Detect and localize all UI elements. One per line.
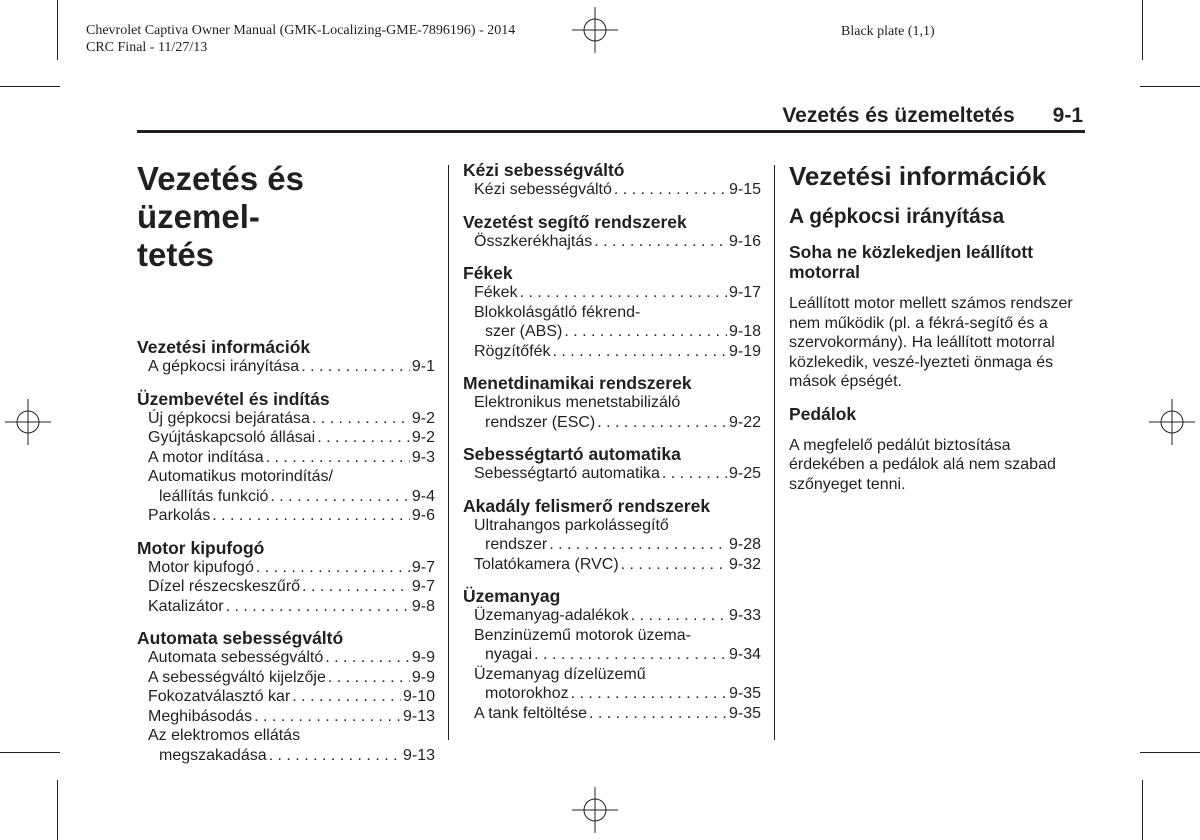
dot-leader	[302, 577, 410, 597]
topic-heading: Pedálok	[789, 403, 857, 424]
dot-leader	[534, 645, 727, 665]
toc-section-heading: Vezetési információk	[137, 337, 311, 357]
toc-entry[interactable]	[463, 684, 761, 704]
toc-entry[interactable]	[137, 668, 435, 688]
toc-section-heading: Üzembevétel és indítás	[137, 388, 330, 409]
toc-entry-page: 9-16	[728, 232, 761, 250]
toc-entry-label: A gépkocsi irányítása	[148, 358, 300, 375]
dot-leader	[270, 487, 409, 507]
toc-entry-page: 9-22	[728, 413, 761, 431]
dot-leader	[256, 558, 410, 578]
toc-entry-label-line: Automatikus motorindítás/	[148, 468, 333, 485]
toc-entry[interactable]	[137, 506, 435, 526]
section-heading: Vezetési információk	[789, 161, 1047, 191]
toc-entry-page: 9-3	[411, 448, 435, 466]
dot-leader	[631, 606, 727, 626]
dot-leader	[292, 687, 401, 707]
toc-column-1	[137, 160, 435, 765]
toc-entry-page: 9-9	[411, 668, 435, 686]
dot-leader	[317, 428, 410, 448]
dot-leader	[301, 357, 410, 377]
toc-entry-label: rendszer	[485, 536, 548, 553]
toc-entry-label: nyagai	[485, 646, 533, 663]
dot-leader	[520, 283, 727, 303]
page-number: 9-1	[1052, 104, 1083, 127]
toc-entry-label: Gyújtáskapcsoló állásai	[148, 429, 316, 446]
dot-leader	[549, 535, 727, 555]
dot-leader	[552, 342, 726, 362]
toc-entry-label: A sebességváltó kijelzője	[148, 668, 326, 686]
body-paragraph: Leállított motor mellett számos rendszer nem működik (pl. a fékrá-segítő és a szervokormány). Ha leállított motorral közlekedik, veszé-lyezteti önmaga és mások épségét.	[789, 295, 1073, 390]
toc-entry-label: megszakadása	[159, 746, 267, 764]
toc-entry-page: 9-25	[728, 465, 761, 482]
toc-list	[463, 160, 761, 723]
registration-mark-icon	[570, 785, 620, 835]
toc-entry-label: A tank feltöltése	[474, 704, 587, 722]
crop-mark	[1140, 752, 1200, 753]
column-divider	[774, 165, 775, 740]
toc-entry-page: 9-6	[411, 507, 435, 524]
toc-entry-label: Üzemanyag-adalékok	[474, 607, 629, 624]
toc-entry-page: 9-8	[411, 597, 435, 615]
toc-entry[interactable]	[463, 413, 761, 433]
toc-entry[interactable]	[463, 342, 761, 362]
subsection-heading: A gépkocsi irányítása	[789, 205, 1005, 228]
dot-leader	[589, 704, 727, 724]
toc-entry[interactable]	[463, 535, 761, 555]
plate-line-2: CRC Final - 11/27/13	[86, 40, 208, 55]
toc-entry-label: Meghibásodás	[148, 707, 253, 725]
toc-entry-page: 9-35	[728, 704, 761, 722]
toc-entry-page: 9-28	[728, 536, 761, 553]
plate-info	[86, 22, 515, 56]
dot-leader	[571, 684, 727, 704]
toc-section-heading: Fékek	[463, 263, 513, 283]
toc-entry-label: Motor kipufogó	[148, 558, 254, 576]
dot-leader	[212, 506, 410, 526]
dot-leader	[614, 180, 727, 200]
toc-entry-label-line: Az elektromos ellátás	[148, 727, 301, 744]
dot-leader	[328, 668, 410, 688]
toc-entry-label: rendszer (ESC)	[485, 413, 596, 431]
toc-entry[interactable]	[137, 577, 435, 597]
toc-section-heading: Sebességtartó automatika	[463, 444, 681, 464]
column-divider	[448, 165, 449, 740]
toc-section-heading: Menetdinamikai rendszerek	[463, 373, 692, 393]
chapter-title: Vezetés és üzemel- tetés	[137, 160, 304, 273]
toc-entry-label-line: Blokkolásgátló fékrend-	[474, 303, 641, 321]
toc-entry-label-line: Benzinüzemű motorok üzema-	[474, 626, 691, 644]
toc-entry-label: Sebességtartó automatika	[474, 465, 660, 482]
toc-entry[interactable]	[463, 283, 761, 303]
toc-entry-page: 9-19	[728, 342, 761, 360]
dot-leader	[312, 409, 410, 429]
toc-entry-page: 9-7	[411, 578, 435, 595]
toc-entry-page: 9-13	[402, 707, 435, 725]
running-head	[782, 104, 1083, 128]
toc-entry[interactable]	[137, 357, 435, 377]
toc-column-2	[463, 160, 761, 723]
toc-entry-label: Tolatókamera (RVC)	[474, 555, 619, 573]
crop-mark	[1142, 780, 1143, 840]
toc-entry-label: Katalizátor	[148, 597, 224, 615]
registration-mark-icon	[1147, 397, 1197, 447]
toc-section-heading: Kézi sebességváltó	[463, 160, 625, 180]
toc-entry[interactable]	[463, 555, 761, 575]
topic-heading: Soha ne közlekedjen leállított motorral	[789, 242, 1034, 282]
toc-entry[interactable]	[463, 464, 761, 484]
toc-entry-label: Rögzítőfék	[474, 342, 551, 360]
toc-entry-label: Új gépkocsi bejáratása	[148, 409, 310, 427]
toc-entry[interactable]	[463, 704, 761, 724]
toc-entry-label: Fékek	[474, 284, 518, 301]
toc-entry-page: 9-15	[728, 181, 761, 198]
dot-leader	[266, 448, 410, 468]
toc-entry-label: A motor indítása	[148, 448, 264, 466]
toc-entry-page: 9-18	[728, 323, 761, 340]
toc-entry-label: Dízel részecskeszűrő	[148, 578, 301, 595]
toc-entry-label-line: Elektronikus menetstabilizáló	[474, 394, 681, 411]
toc-entry[interactable]	[463, 645, 761, 665]
toc-entry[interactable]	[463, 606, 761, 626]
toc-entry-label: Kézi sebességváltó	[474, 181, 612, 198]
toc-entry-page: 9-1	[411, 358, 435, 375]
toc-section-heading: Automata sebességváltó	[137, 628, 344, 648]
dot-leader	[254, 707, 401, 727]
dot-leader	[269, 746, 401, 766]
crop-mark	[0, 86, 60, 87]
toc-entry-page: 9-2	[411, 409, 435, 427]
crop-mark	[57, 780, 58, 840]
crop-mark	[57, 0, 58, 60]
toc-entry[interactable]	[463, 232, 761, 252]
toc-entry-label: szer (ABS)	[485, 323, 563, 340]
registration-mark-icon	[3, 397, 53, 447]
dot-leader	[325, 648, 410, 668]
toc-entry-label-line: Üzemanyag dízelüzemű	[474, 665, 646, 683]
toc-entry[interactable]	[137, 597, 435, 617]
toc-entry-page: 9-34	[728, 646, 761, 663]
header-rule	[137, 130, 1085, 133]
toc-entry-page: 9-4	[411, 487, 435, 505]
toc-entry-page: 9-13	[402, 746, 435, 764]
toc-entry-page: 9-32	[728, 555, 761, 573]
toc-section-heading: Motor kipufogó	[137, 537, 265, 558]
dot-leader	[594, 232, 727, 252]
toc-entry-page: 9-17	[728, 284, 761, 301]
toc-entry[interactable]	[137, 487, 435, 507]
toc-entry[interactable]	[137, 746, 435, 766]
toc-entry-page: 9-9	[411, 649, 435, 666]
toc-entry[interactable]	[137, 648, 435, 668]
dot-leader	[662, 464, 727, 484]
dot-leader	[226, 597, 410, 617]
toc-entry[interactable]	[137, 707, 435, 727]
main-content	[789, 160, 1089, 506]
toc-entry[interactable]	[137, 558, 435, 578]
dot-leader	[621, 555, 727, 575]
toc-entry-label: Parkolás	[148, 507, 211, 524]
body-paragraph: A megfelelő pedálút biztosítása érdekében a pedálok alá nem szabad szőnyeget tenni.	[789, 436, 1056, 493]
crop-mark	[1140, 86, 1200, 87]
toc-entry[interactable]	[137, 409, 435, 429]
toc-entry-label: Automata sebességváltó	[148, 649, 324, 666]
toc-entry-label: Fokozatválasztó kar	[148, 688, 291, 705]
crop-mark	[0, 752, 60, 753]
plate-line-1: Chevrolet Captiva Owner Manual (GMK-Localizing-GME-7896196) - 2014	[86, 23, 516, 38]
toc-section-heading: Vezetést segítő rendszerek	[463, 211, 687, 232]
toc-entry[interactable]	[463, 322, 761, 342]
running-head-title: Vezetés és üzemeltetés	[782, 104, 1015, 127]
toc-entry-label-line: Ultrahangos parkolássegítő	[474, 516, 669, 534]
crop-mark	[1142, 0, 1143, 60]
dot-leader	[564, 322, 727, 342]
plate-label: Black plate (1,1)	[841, 24, 935, 39]
toc-section-heading: Üzemanyag	[463, 586, 561, 606]
registration-mark-icon	[570, 5, 620, 55]
toc-section-heading: Akadály felismerő rendszerek	[463, 495, 711, 516]
toc-entry[interactable]	[137, 448, 435, 468]
toc-entry[interactable]	[463, 180, 761, 200]
toc-entry-page: 9-33	[728, 607, 761, 624]
toc-entry[interactable]	[137, 687, 435, 707]
toc-entry-page: 9-10	[402, 688, 435, 705]
toc-entry-page: 9-35	[728, 685, 761, 702]
toc-list	[137, 337, 435, 765]
dot-leader	[597, 413, 727, 433]
toc-entry-page: 9-7	[411, 558, 435, 576]
toc-entry-label: leállítás funkció	[159, 487, 269, 505]
toc-entry-label: Összkerékhajtás	[474, 232, 593, 250]
toc-entry-label: motorokhoz	[485, 685, 569, 702]
toc-entry[interactable]	[137, 428, 435, 448]
toc-entry-page: 9-2	[411, 429, 435, 446]
